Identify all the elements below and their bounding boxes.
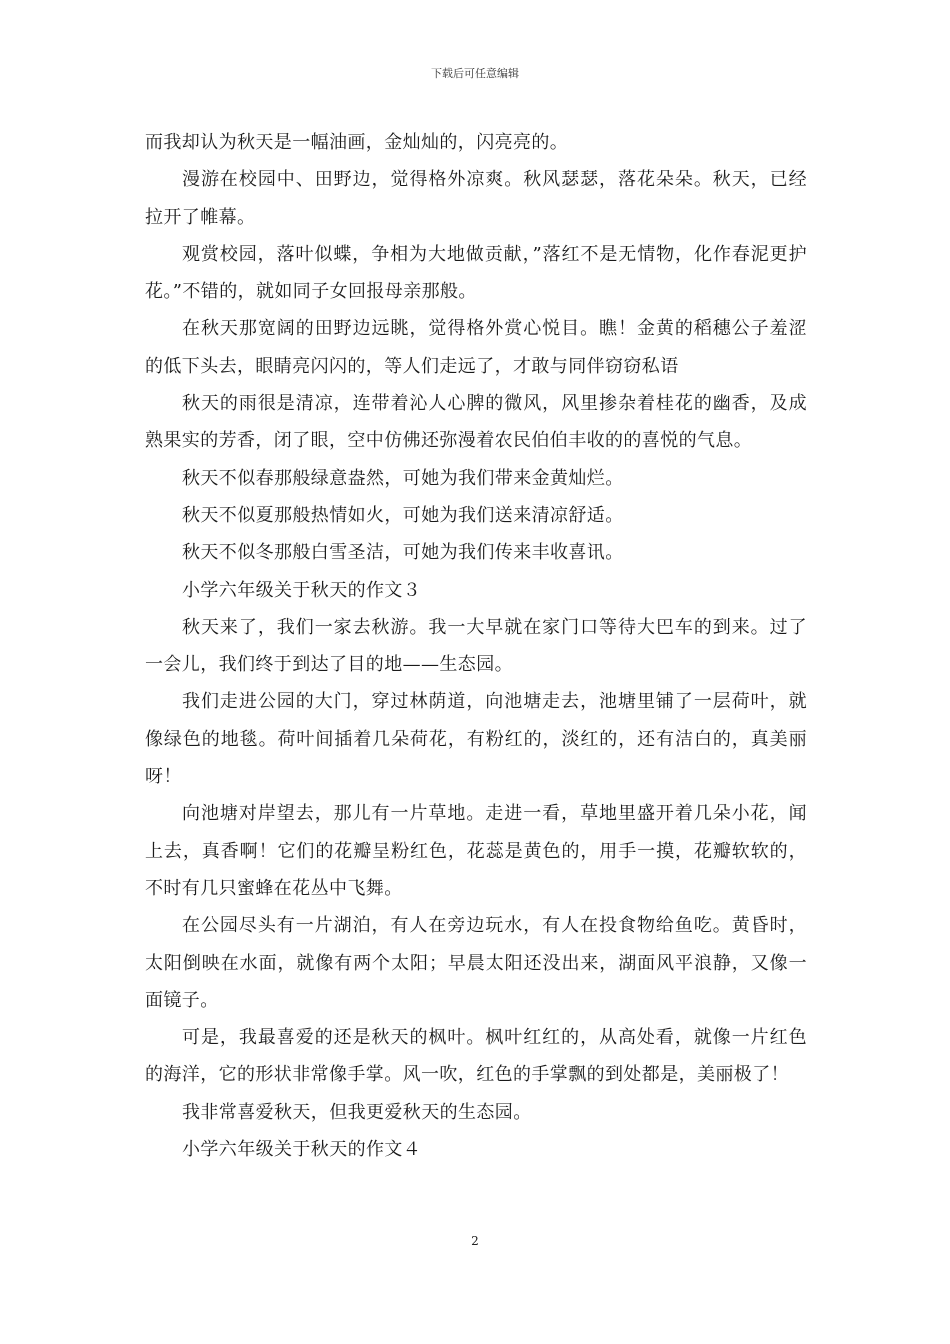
paragraph: 秋天不似冬那般白雪圣洁，可她为我们传来丰收喜讯。 [182,542,624,564]
paragraph: 我们走进公园的大门，穿过林荫道，向池塘走去，池塘里铺了一层荷叶，就像绿色的地毯。荷叶间插着几朵荷花，有粉红的，淡红的，还有洁白的，真美丽呀！ [145,691,807,788]
section-heading: 小学六年级关于秋天的作文４ [182,1139,422,1161]
document-body [145,124,807,1168]
paragraph: 秋天不似春那般绿意盎然，可她为我们带来金黄灿烂。 [182,467,624,489]
paragraph: 在秋天那宽阔的田野边远眺，觉得格外赏心悦目。瞧！金黄的稻穗公子羞涩的低下头去，眼睛亮闪闪的，等人们走远了，才敢与同伴窃窃私语 [145,318,807,377]
paragraph: 在公园尽头有一片湖泊，有人在旁边玩水，有人在投食物给鱼吃。黄昏时，太阳倒映在水面，就像有两个太阳；早晨太阳还没出来，湖面风平浪静，又像一面镜子。 [145,915,807,1011]
paragraph: 可是，我最喜爱的还是秋天的枫叶。枫叶红红的，从高处看，就像一片红色的海洋，它的形状非常像手掌。风一吹，红色的手掌飘的到处都是，美丽极了！ [145,1027,807,1086]
paragraph: 观赏校园，落叶似蝶，争相为大地做贡献，”落红不是无情物，化作春泥更护花。”不错的，就如同子女回报母亲那般。 [145,243,807,303]
paragraph: 秋天来了，我们一家去秋游。我一大早就在家门口等待大巴车的到来。过了一会儿，我们终于到达了目的地——生态园。 [145,616,807,676]
section-heading: 小学六年级关于秋天的作文３ [182,579,422,601]
paragraph: 秋天的雨很是清凉，连带着沁人心脾的微风，风里掺杂着桂花的幽香，及成熟果实的芳香，闭了眼，空中仿佛还弥漫着农民伯伯丰收的的喜悦的气息。 [145,393,807,452]
paragraph: 我非常喜爱秋天，但我更爱秋天的生态园。 [182,1101,532,1123]
page-header: 下载后可任意编辑 [431,67,519,80]
page-number: 2 [471,1234,479,1248]
paragraph: 而我却认为秋天是一幅油画，金灿灿的，闪亮亮的。 [145,132,569,153]
paragraph: 漫游在校园中、田野边，觉得格外凉爽。秋风瑟瑟，落花朵朵。秋天，已经拉开了帷幕。 [145,169,807,228]
paragraph: 向池塘对岸望去，那儿有一片草地。走进一看，草地里盛开着几朵小花，闻上去，真香啊！它们的花瓣呈粉红色，花蕊是黄色的，用手一摸，花瓣软软的，不时有几只蜜蜂在花丛中飞舞。 [145,803,807,899]
paragraph: 秋天不似夏那般热情如火，可她为我们送来清凉舒适。 [182,504,624,526]
